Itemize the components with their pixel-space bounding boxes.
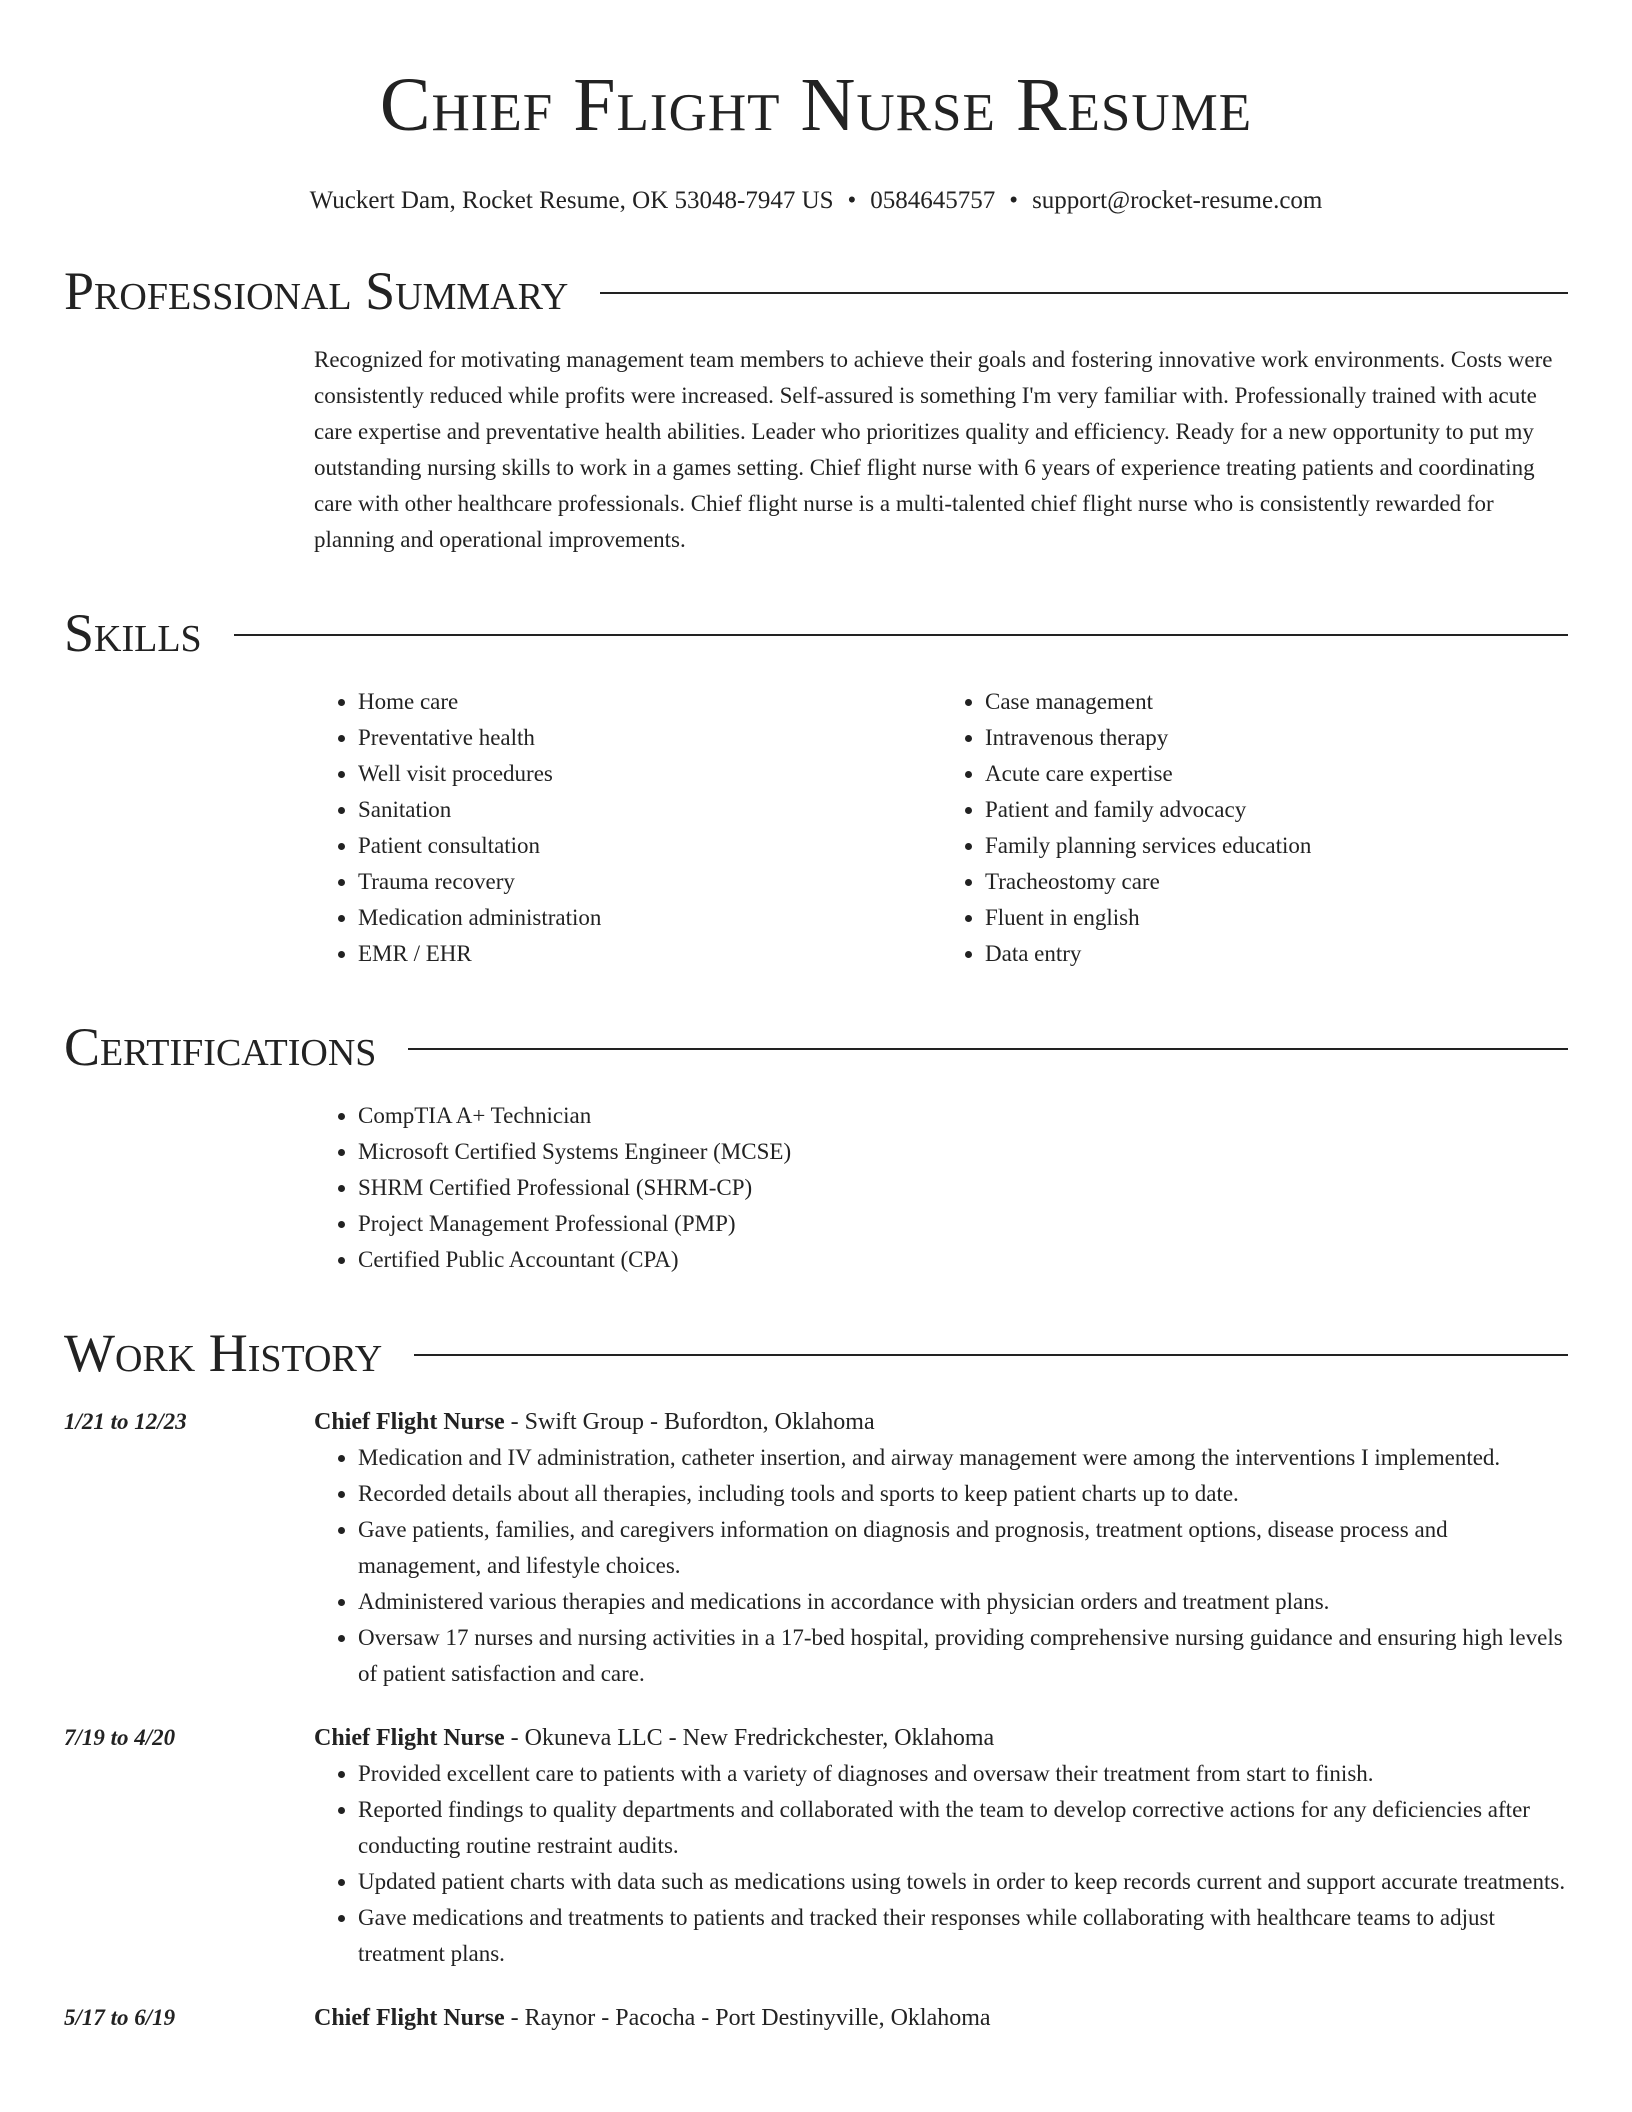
job-entry (64, 1720, 1568, 1972)
work-heading: Work History (64, 1323, 383, 1383)
list-item: • Provided excellent care to patients with a variety of diagnoses and oversaw their treatment from start to finish. (358, 1756, 1568, 1792)
list-item: • Trauma recovery (358, 864, 941, 900)
contact-address: Wuckert Dam, Rocket Resume, OK 53048-7947 US (309, 187, 834, 214)
list-item: • Medication administration (358, 900, 941, 936)
list-item: • Updated patient charts with data such as medications using towels in order to keep records current and support accurate treatments. (358, 1864, 1568, 1900)
summary-heading: Professional Summary (64, 261, 569, 321)
list-item: • Data entry (985, 936, 1568, 972)
section-divider (414, 1354, 1568, 1356)
job-dates: 5/17 to 6/19 (64, 2005, 176, 2030)
list-item: • EMR / EHR (358, 936, 941, 972)
job-details (314, 2000, 1568, 2036)
list-item: • Reported findings to quality departments and collaborated with the team to develop corrective actions for any deficiencies after conducting routine restraint audits. (358, 1792, 1568, 1864)
job-dates: 7/19 to 4/20 (64, 1725, 176, 1750)
job-title: Chief Flight Nurse (314, 2005, 505, 2031)
contact-email: support@rocket-resume.com (1032, 187, 1323, 214)
contact-phone: 0584645757 (870, 187, 996, 214)
list-item: • Oversaw 17 nurses and nursing activities in a 17-bed hospital, providing comprehensive nursing guidance and ensuring high levels of patient satisfaction and care. (358, 1620, 1568, 1692)
certifications-section-header (64, 1018, 1568, 1076)
list-item: • Home care (358, 684, 941, 720)
summary-text: Recognized for motivating management team members to achieve their goals and fostering innovative work environments. Costs were consistently reduced while profits were increased. Self-assured is something I'm very familiar with. Professionally trained with acute care expertise and preventative health abilities. Leader who prioritizes quality and efficiency. Ready for a new opportunity to put my outstanding nursing skills to work in a games setting. Chief flight nurse with 6 years of experience treating patients and coordinating care with other healthcare professionals. Chief flight nurse is a multi-talented chief flight nurse who is consistently rewarded for planning and operational improvements. (314, 347, 1553, 552)
job-details (314, 1720, 1568, 1972)
summary-section-header (64, 262, 1568, 320)
job-title-line (314, 1404, 1568, 1440)
job-employer-location: - Okuneva LLC - New Fredrickchester, Oklahoma (504, 1725, 995, 1751)
list-item: • Tracheostomy care (985, 864, 1568, 900)
list-item: • Certified Public Accountant (CPA) (358, 1242, 1568, 1278)
list-item: • Preventative health (358, 720, 941, 756)
list-item: • Acute care expertise (985, 756, 1568, 792)
job-employer-location: - Swift Group - Bufordton, Oklahoma (504, 1409, 875, 1435)
list-item: • Microsoft Certified Systems Engineer (MCSE) (358, 1134, 1568, 1170)
list-item: • Gave patients, families, and caregivers information on diagnosis and prognosis, treatment options, disease process and management, and lifestyle choices. (358, 1512, 1568, 1584)
job-dates: 1/21 to 12/23 (64, 1409, 187, 1434)
section-divider (600, 292, 1568, 294)
list-item: • Patient consultation (358, 828, 941, 864)
contact-line (64, 186, 1568, 216)
list-item: • SHRM Certified Professional (SHRM-CP) (358, 1170, 1568, 1206)
resume-name: Chief Flight Nurse Resume (379, 63, 1253, 147)
certifications-heading: Certifications (64, 1017, 377, 1077)
skills-heading: Skills (64, 603, 202, 663)
work-history-list (64, 1404, 1568, 2036)
job-entry (64, 1404, 1568, 1692)
work-section-header (64, 1324, 1568, 1382)
list-item: • Recorded details about all therapies, including tools and sports to keep patient charts up to date. (358, 1476, 1568, 1512)
job-title-line (314, 1720, 1568, 1756)
skills-grid (314, 684, 1568, 972)
skills-list-left (314, 684, 941, 972)
list-item: • Sanitation (358, 792, 941, 828)
job-bullet-list (314, 1756, 1568, 1972)
skills-section-header (64, 604, 1568, 662)
job-title: Chief Flight Nurse (314, 1409, 505, 1435)
contact-separator: • (1009, 187, 1019, 214)
job-employer-location: - Raynor - Pacocha - Port Destinyville, Oklahoma (504, 2005, 991, 2031)
job-title: Chief Flight Nurse (314, 1725, 505, 1751)
section-divider (234, 634, 1568, 636)
list-item: • Case management (985, 684, 1568, 720)
skills-column-right (941, 684, 1568, 972)
list-item: • Medication and IV administration, catheter insertion, and airway management were among the interventions I implemented. (358, 1440, 1568, 1476)
list-item: • Well visit procedures (358, 756, 941, 792)
job-bullet-list (314, 1440, 1568, 1692)
skills-column-left (314, 684, 941, 972)
certifications-block (314, 1098, 1568, 1278)
list-item: • CompTIA A+ Technician (358, 1098, 1568, 1134)
job-entry (64, 2000, 1568, 2036)
job-details (314, 1404, 1568, 1692)
list-item: • Project Management Professional (PMP) (358, 1206, 1568, 1242)
list-item: • Family planning services education (985, 828, 1568, 864)
list-item: • Patient and family advocacy (985, 792, 1568, 828)
list-item: • Gave medications and treatments to patients and tracked their responses while collaborating with healthcare teams to adjust treatment plans. (358, 1900, 1568, 1972)
list-item: • Fluent in english (985, 900, 1568, 936)
certifications-list (314, 1098, 1568, 1278)
contact-separator: • (847, 187, 857, 214)
job-title-line (314, 2000, 1568, 2036)
skills-list-right (941, 684, 1568, 972)
section-divider (408, 1048, 1568, 1050)
list-item: • Administered various therapies and medications in accordance with physician orders and treatment plans. (358, 1584, 1568, 1620)
list-item: • Intravenous therapy (985, 720, 1568, 756)
